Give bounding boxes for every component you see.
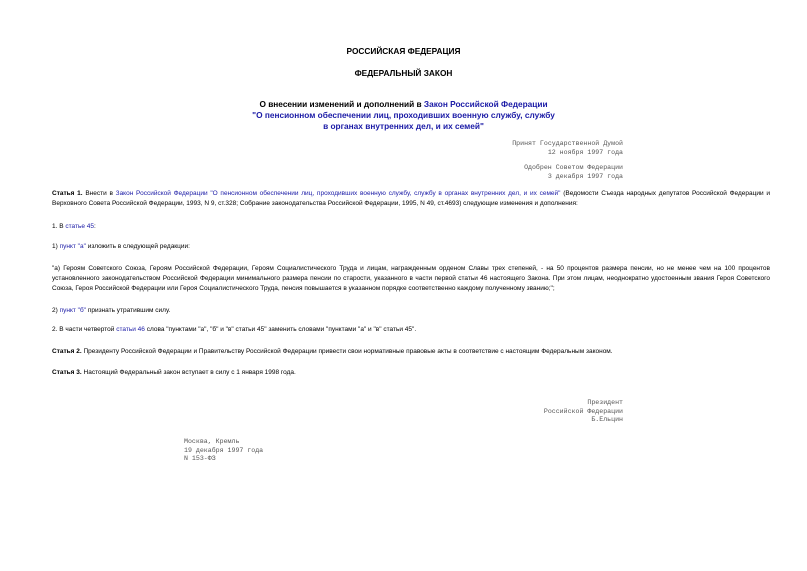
subitem-2 — [52, 306, 770, 316]
title-line-2[interactable]: "О пенсионном обеспечении лиц, проходивших военную службу, службу — [252, 110, 555, 120]
duma-adoption: Принят Государственной Думой 12 ноября 1997 года — [512, 140, 623, 156]
council-approval: Одобрен Советом Федерации 3 декабря 1997 года — [524, 164, 623, 180]
article-1-label: Статья 1. — [52, 190, 83, 197]
item-1-prefix: 1. В — [52, 223, 66, 230]
article-2-text: Президенту Российской Федерации и Правительству Российской Федерации привести свои нормативные правовые акты в соответствие с настоящим Федеральным законом. — [81, 348, 613, 355]
item-1-suffix: : — [94, 223, 96, 230]
title-line-3[interactable]: в органах внутренних дел, и их семей" — [323, 121, 484, 131]
title-line-1 — [0, 99, 807, 110]
item-2-prefix: 2. В части четвертой — [52, 326, 117, 333]
subitem-2-suffix: признать утратившим силу. — [86, 307, 171, 314]
article-45-link[interactable]: статье 45 — [65, 223, 95, 230]
article-1 — [52, 189, 770, 209]
point-a-link[interactable]: пункт "а" — [59, 243, 86, 250]
item-2 — [52, 325, 770, 335]
item-2-suffix: слова "пунктами "а", "б" и "в" статьи 45" заменить словами "пунктами "а" и "в" статьи 45". — [144, 326, 417, 333]
article-3-text: Настоящий Федеральный закон вступает в силу с 1 января 1998 года. — [81, 369, 296, 376]
article-1-text-a: Внести в — [82, 190, 116, 197]
subitem-1-suffix: изложить в следующей редакции: — [85, 243, 190, 250]
article-3 — [52, 368, 770, 378]
place-date-number: Москва, Кремль 19 декабря 1997 года N 153-ФЗ — [184, 438, 264, 463]
point-b-link[interactable]: пункт "б" — [59, 307, 86, 314]
law-reference-link[interactable]: Закон Российской Федерации "О пенсионном обеспечении лиц, проходивших военную службу, службу в органах внутренних дел, и их семей" — [115, 190, 561, 197]
article-3-label: Статья 3. — [52, 369, 82, 376]
subitem-2-prefix: 2) — [52, 307, 60, 314]
signature-block: Президент Российской Федерации Б.Ельцин — [543, 399, 623, 424]
item-1 — [52, 222, 770, 232]
subitem-1-prefix: 1) — [52, 243, 60, 250]
subitem-1 — [52, 242, 770, 252]
country-heading: РОССИЙСКАЯ ФЕДЕРАЦИЯ — [346, 46, 461, 56]
law-link[interactable]: Закон Российской Федерации — [423, 99, 548, 109]
article-1-text-b: (Ведомости Съезда народных депутатов Российской Федерации и Верховного Совета Российской Федерации, 1993, N 9, ст.328; Собрание законодательства Российской Федерации, 1995, N 49, ст.4693) следующие изменения и дополнения: — [52, 190, 770, 207]
article-46-link[interactable]: статьи 46 — [116, 326, 145, 333]
article-2-label: Статья 2. — [52, 348, 82, 355]
article-2 — [52, 347, 770, 357]
quoted-text: "а) Героям Советского Союза, Героям Российской Федерации, Героям Социалистического Труда и лицам, награжденным орденом Славы трех степеней, - на 50 процентов размера пенсии, но не менее чем на 100 процентов установленного законодательством Российской Федерации минимального размера пенсии по старости, указанного в части первой статьи 46 настоящего Закона. При этом лицам, неоднократно удостоенным звания Героя Советского Союза, Героя Российской Федерации или Героя Социалистического Труда, пенсия повышается в указанном порядке соответственно каждому полученному званию;"; — [52, 265, 770, 292]
doc-type-heading: ФЕДЕРАЛЬНЫЙ ЗАКОН — [354, 68, 453, 78]
title-prefix: О внесении изменений и дополнений в — [259, 99, 424, 109]
